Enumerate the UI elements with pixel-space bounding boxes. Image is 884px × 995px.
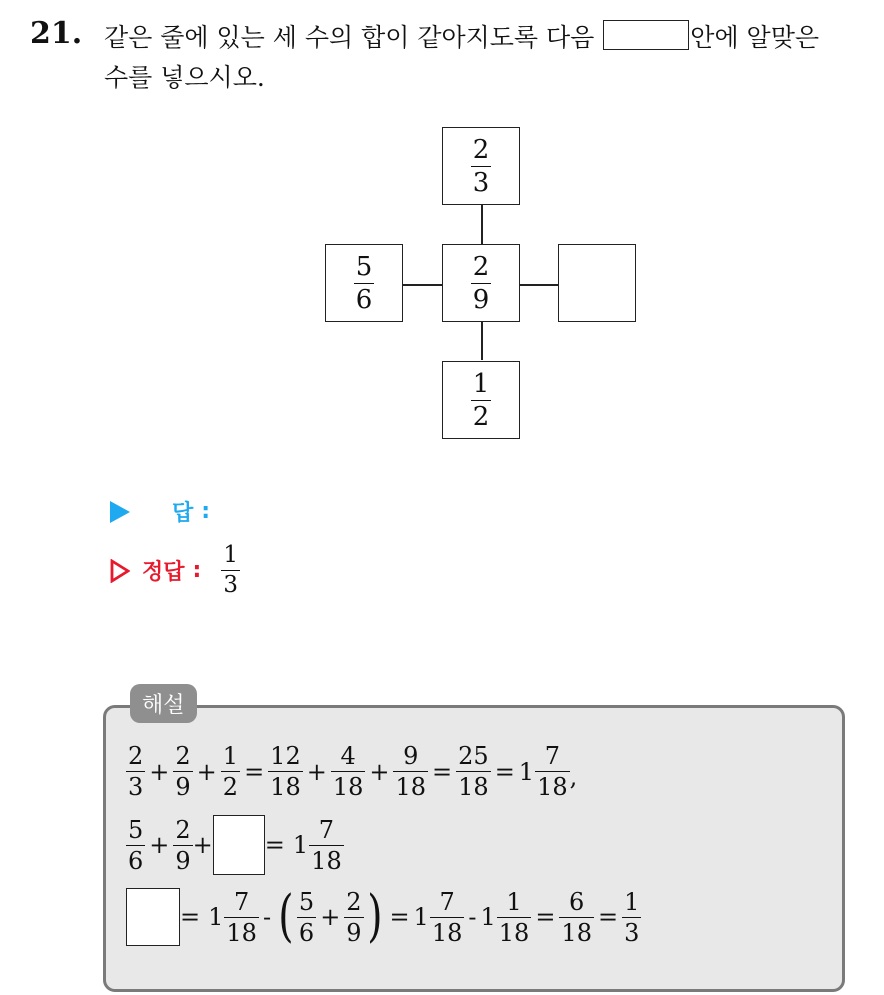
fraction: $\frac{7}{18}$: [431, 887, 463, 947]
denominator: 3: [223, 572, 238, 598]
correct-answer-colon: :: [192, 558, 202, 583]
fraction: $\frac{5}{6}$: [298, 887, 315, 947]
blank-box: [126, 888, 180, 946]
numerator: 1: [223, 542, 238, 568]
fraction: $\frac{2}{9}$: [175, 742, 191, 801]
denominator: 9: [472, 284, 490, 315]
question-text: [104, 18, 864, 98]
plus-sign: +: [196, 757, 217, 786]
fraction: $\frac{7}{18}$: [537, 742, 568, 801]
right-paren: ): [366, 884, 383, 949]
minus-sign: -: [468, 903, 477, 931]
explanation-line-1: [126, 744, 577, 799]
fraction: $\frac{12}{18}$: [270, 742, 301, 801]
connector-right: [519, 284, 558, 286]
equals-sign: =: [494, 757, 515, 786]
question-text-part2: 안에 알맞은: [690, 23, 819, 52]
question-text-part1: 같은 줄에 있는 세 수의 합이 같아지도록 다음: [104, 23, 595, 52]
blank-box: [213, 815, 265, 875]
explanation-line-2: [126, 815, 344, 875]
equals-sign: =: [244, 757, 265, 786]
denominator: 6: [355, 284, 373, 315]
correct-answer-label: 정답: [142, 560, 185, 585]
equals-sign: =: [389, 903, 410, 931]
equals-sign: =: [264, 831, 285, 859]
answer-label: 답: [172, 501, 194, 526]
diagram-box-top: [442, 127, 520, 205]
equals-sign: =: [535, 903, 556, 931]
mixed-whole: 1: [518, 757, 535, 786]
question-number: 21.: [30, 16, 83, 51]
fraction: $\frac{25}{18}$: [458, 742, 489, 801]
plus-sign: +: [192, 831, 213, 859]
fraction: $\frac{7}{18}$: [311, 815, 342, 875]
denominator: 2: [472, 401, 490, 432]
fraction: $\frac{5}{6}$: [128, 815, 144, 875]
left-paren: (: [278, 884, 294, 949]
question-text-line2: 수를 넣으시오.: [104, 63, 265, 92]
numerator: 2: [472, 134, 490, 165]
fraction: $\frac{7}{18}$: [226, 887, 257, 947]
connector-left: [403, 284, 442, 286]
equals-sign: =: [180, 903, 201, 931]
comma: ,: [569, 763, 578, 791]
diagram-box-blank: [558, 244, 636, 322]
outline-triangle-icon: [110, 559, 130, 583]
plus-sign: +: [369, 757, 390, 786]
correct-answer-fraction: [221, 544, 240, 597]
connector-top: [481, 204, 483, 244]
explanation-tag: 해설: [130, 684, 197, 723]
diagram-box-left: [325, 244, 403, 322]
fraction: $\frac{6}{18}$: [561, 887, 592, 947]
question-blank-box: [603, 20, 689, 50]
numerator: 5: [355, 251, 373, 282]
diagram-box-bottom: [442, 361, 520, 439]
plus-sign: +: [149, 757, 170, 786]
fraction: $\frac{9}{18}$: [395, 742, 427, 801]
fraction: $\frac{1}{18}$: [498, 887, 530, 947]
answer-colon: :: [201, 499, 211, 524]
diagram-box-center: [442, 244, 520, 322]
connector-bottom: [481, 322, 483, 360]
play-triangle-icon: [110, 501, 130, 523]
denominator: 3: [472, 167, 490, 198]
numerator: 2: [472, 251, 490, 282]
fraction: $\frac{4}{18}$: [332, 742, 364, 801]
numerator: 1: [472, 368, 490, 399]
equals-sign: =: [432, 757, 453, 786]
plus-sign: +: [320, 903, 341, 931]
mixed-whole: 1: [208, 903, 224, 931]
fraction: $\frac{2}{3}$: [128, 742, 144, 801]
answer-row: [110, 496, 210, 527]
plus-sign: +: [149, 831, 170, 859]
mixed-whole: 1: [480, 903, 496, 931]
mixed-whole: 1: [413, 903, 429, 931]
fraction: $\frac{2}{9}$: [175, 815, 191, 875]
fraction: $\frac{1}{2}$: [222, 742, 239, 801]
explanation-line-3: [126, 884, 641, 949]
fraction: $\frac{2}{9}$: [346, 887, 362, 947]
minus-sign: -: [262, 903, 272, 931]
correct-answer-row: [110, 544, 240, 597]
mixed-whole: 1: [292, 831, 309, 859]
plus-sign: +: [306, 757, 327, 786]
fraction: $\frac{1}{3}$: [624, 887, 640, 947]
equals-sign: =: [597, 903, 619, 931]
